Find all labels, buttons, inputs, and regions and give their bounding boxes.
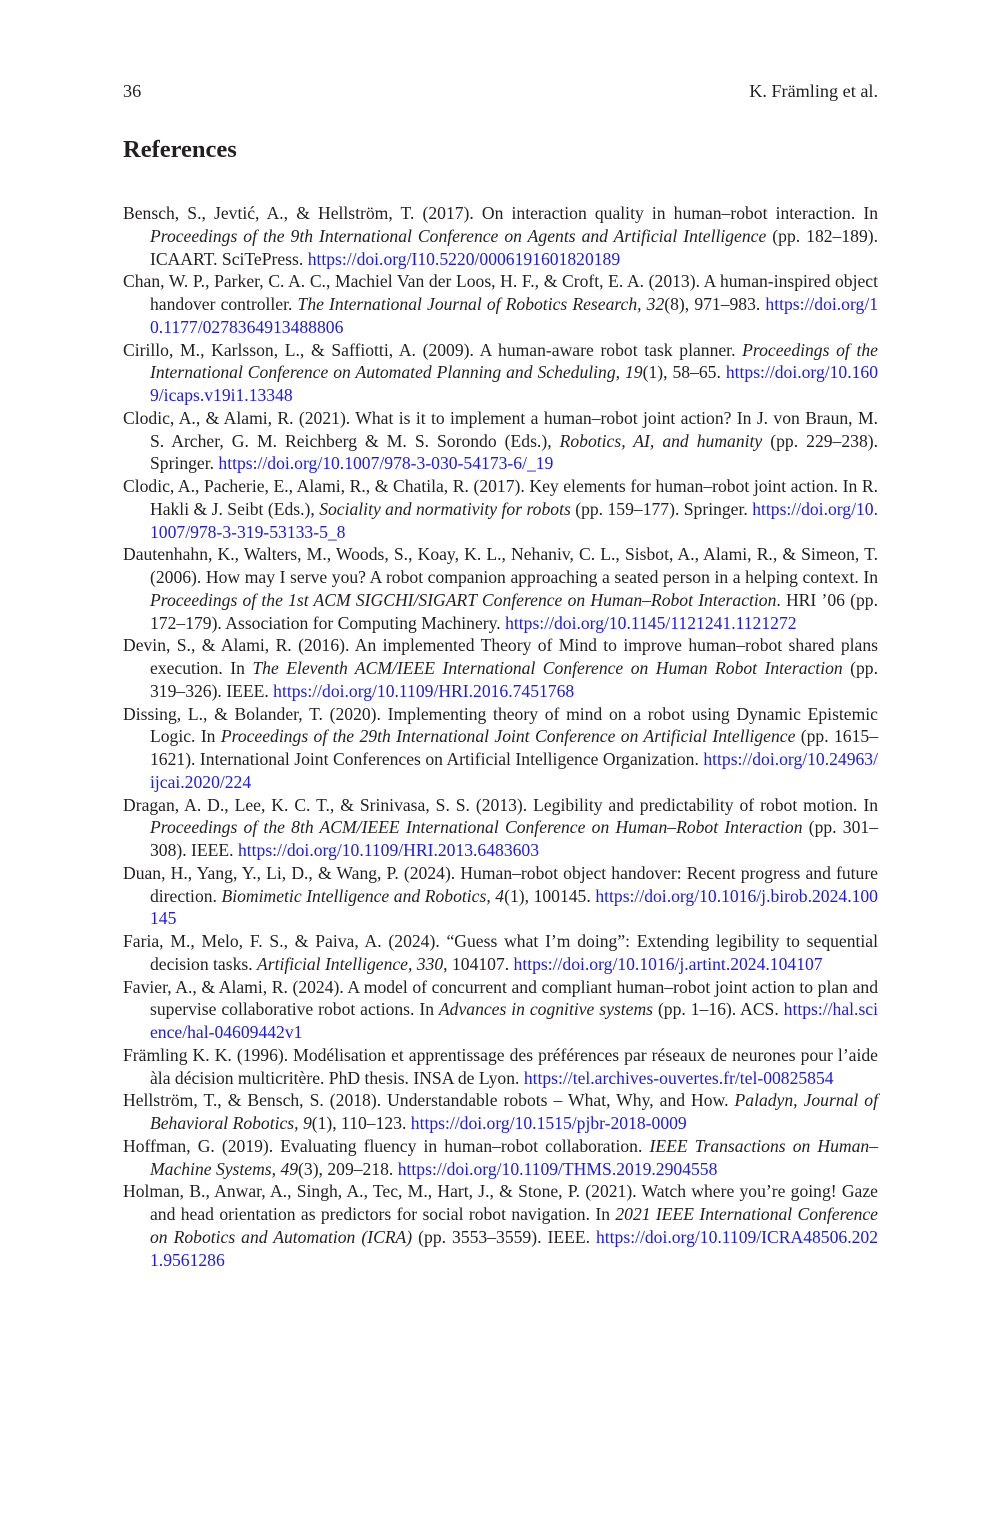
ref-details: (pp. 1615–1621). International Joint Conferences on Artificial Intelligence Organization. (150, 726, 878, 769)
ref-text: Dragan, A. D., Lee, K. C. T., & Srinivasa, S. S. (2013). Legibility and predictability of robot motion. In (123, 794, 878, 815)
ref-details: (pp. 319–326). IEEE. (150, 658, 878, 701)
ref-details: (pp. 3553–3559). IEEE. (412, 1226, 596, 1247)
ref-venue: Biomimetic Intelligence and Robotics, 4 (221, 885, 505, 906)
reference-item (123, 202, 878, 270)
ref-venue: The International Journal of Robotics Research, 32 (297, 294, 665, 314)
reference-item (123, 930, 878, 976)
ref-venue: Paladyn, Journal of Behavioral Robotics, 9 (150, 1090, 878, 1133)
ref-doi-link[interactable]: https://doi.org/10.1109/HRI.2013.6483603 (237, 840, 540, 860)
reference-item (123, 270, 878, 338)
ref-text: Hoffman, G. (2019). Evaluating fluency in human–robot collaboration. (123, 1135, 650, 1156)
ref-details: (pp. 182–189). ICAART. SciTePress. (150, 225, 878, 269)
ref-details: , 104107. (443, 953, 514, 974)
ref-text: Duan, H., Yang, Y., Li, D., & Wang, P. (2024). Human–robot object handover: Recent progress and future direction. (123, 862, 878, 906)
ref-text: Favier, A., & Alami, R. (2024). A model of concurrent and compliant human–robot joint action to plan and supervise collaborative robot actions. In (123, 976, 878, 1020)
reference-item (123, 1089, 878, 1135)
ref-venue: Sociality and normativity for robots (319, 498, 571, 519)
ref-doi-link[interactable]: https://doi.org/10.1609/icaps.v19i1.13348 (150, 362, 879, 405)
ref-doi-link[interactable]: https://doi.org/10.1016/j.birob.2024.100145 (150, 885, 878, 929)
ref-text: Faria, M., Melo, F. S., & Paiva, A. (2024). “Guess what I’m doing”: Extending legibility to sequential decision tasks. (123, 931, 878, 974)
ref-venue: Robotics, AI, and humanity (559, 430, 763, 451)
ref-text: Dissing, L., & Bolander, T. (2020). Implementing theory of mind on a robot using Dynamic Epistemic Logic. In (123, 703, 878, 747)
reference-item (123, 1135, 878, 1181)
ref-text: Clodic, A., Pacherie, E., Alami, R., & Chatila, R. (2017). Key elements for human–robot joint action. In R. Hakli & J. Seibt (Eds.), (123, 476, 878, 519)
ref-venue: Proceedings of the International Conference on Automated Planning and Scheduling, 19 (150, 339, 878, 383)
reference-item (123, 475, 878, 543)
page-number: 36 (123, 81, 142, 101)
section-title: References (123, 136, 237, 163)
ref-text: Holman, B., Anwar, A., Singh, A., Tec, M., Hart, J., & Stone, P. (2021). Watch where you’re going! Gaze and head orientation as predictors for social robot navigation. In (123, 1181, 878, 1224)
ref-venue: Proceedings of the 1st ACM SIGCHI/SIGART Conference on Human–Robot Interaction (150, 589, 777, 610)
ref-doi-link[interactable]: https://hal.science/hal-04609442v1 (150, 999, 878, 1042)
ref-doi-link[interactable]: https://doi.org/I10.5220/0006191601820189 (307, 248, 621, 269)
ref-details: (pp. 159–177). Springer. (570, 498, 753, 519)
ref-text: Clodic, A., & Alami, R. (2021). What is it to implement a human–robot joint action? In J. von Braun, M. S. Archer, G. M. Reichberg & M. S. Sorondo (Eds.), (123, 407, 878, 451)
reference-item (123, 543, 878, 634)
reference-item (123, 407, 878, 475)
ref-text: Främling K. K. (1996). Modélisation et apprentissage des préférences par réseaux de neurones pour l’aide àla décision multicritère. PhD thesis. INSA de Lyon. (123, 1044, 878, 1088)
ref-details: (8), 971–983. (664, 294, 766, 314)
running-head: K. Främling et al. (749, 81, 878, 101)
ref-text: Bensch, S., Jevtić, A., & Hellström, T. (2017). On interaction quality in human–robot interaction. In (123, 203, 878, 223)
ref-text: Dautenhahn, K., Walters, M., Woods, S., Koay, K. L., Nehaniv, C. L., Sisbot, A., Alami, R., & Simeon, T. (2006). How may I serve you? A robot companion approaching a seated person in a helping context. In (123, 544, 878, 587)
ref-doi-link[interactable]: https://doi.org/10.1109/THMS.2019.2904558 (397, 1158, 718, 1179)
reference-item (123, 1180, 878, 1271)
reference-item (123, 862, 878, 930)
ref-doi-link[interactable]: https://doi.org/10.1007/978-3-319-53133-5_8 (150, 498, 878, 542)
ref-venue: 2021 IEEE International Conference on Robotics and Automation (ICRA) (150, 1204, 878, 1247)
ref-doi-link[interactable]: https://doi.org/10.1177/0278364913488806 (150, 294, 879, 337)
ref-doi-link[interactable]: https://tel.archives-ouvertes.fr/tel-00825854 (523, 1067, 834, 1088)
reference-item (123, 1044, 878, 1090)
ref-doi-link[interactable]: https://doi.org/10.1007/978-3-030-54173-6/_19 (218, 453, 554, 474)
ref-details: (pp. 229–238). Springer. (150, 430, 878, 474)
ref-doi-link[interactable]: https://doi.org/10.1016/j.artint.2024.104107 (513, 953, 823, 974)
ref-text: Hellström, T., & Bensch, S. (2018). Understandable robots – What, Why, and How. (123, 1090, 735, 1111)
ref-doi-link[interactable]: https://doi.org/10.1109/HRI.2016.7451768 (273, 680, 575, 701)
ref-details: (3), 209–218. (298, 1158, 398, 1179)
ref-text: Cirillo, M., Karlsson, L., & Saffiotti, A. (2009). A human-aware robot task planner. (123, 339, 743, 360)
ref-text: Devin, S., & Alami, R. (2016). An implemented Theory of Mind to improve human–robot shared plans execution. In (123, 635, 878, 678)
ref-venue: Proceedings of the 8th ACM/IEEE International Conference on Human–Robot Interaction (150, 817, 803, 838)
ref-doi-link[interactable]: https://doi.org/10.1145/1121241.1121272 (505, 612, 797, 633)
reference-list (123, 202, 878, 1271)
ref-doi-link[interactable]: https://doi.org/10.24963/ijcai.2020/224 (150, 749, 878, 792)
page-header (123, 78, 878, 104)
reference-item (123, 703, 878, 794)
ref-venue: Artificial Intelligence, 330 (257, 953, 444, 974)
reference-item (123, 976, 878, 1044)
ref-venue: Proceedings of the 9th International Conference on Agents and Artificial Intelligence (150, 225, 767, 246)
reference-item (123, 634, 878, 702)
ref-text: Chan, W. P., Parker, C. A. C., Machiel Van der Loos, H. F., & Croft, E. A. (2013). A human-inspired object handover controller. (123, 271, 878, 314)
ref-details: (1), 100145. (504, 885, 596, 906)
ref-details: . HRI ’06 (pp. 172–179). Association for Computing Machinery. (150, 589, 878, 633)
reference-item (123, 339, 878, 407)
ref-details: (1), 110–123. (311, 1113, 411, 1133)
ref-details: (pp. 301–308). IEEE. (150, 817, 878, 860)
ref-details: (pp. 1–16). ACS. (653, 999, 784, 1020)
ref-venue: Proceedings of the 29th International Joint Conference on Artificial Intelligence (220, 726, 796, 747)
ref-venue: Advances in cognitive systems (438, 999, 654, 1020)
ref-doi-link[interactable]: https://doi.org/10.1109/ICRA48506.2021.9561286 (150, 1226, 878, 1270)
ref-details: (1), 58–65. (642, 362, 726, 383)
ref-venue: The Eleventh ACM/IEEE International Conference on Human Robot Interaction (252, 658, 843, 678)
reference-item (123, 794, 878, 862)
ref-venue: IEEE Transactions on Human–Machine Systems, 49 (150, 1135, 878, 1179)
ref-doi-link[interactable]: https://doi.org/10.1515/pjbr-2018-0009 (410, 1113, 687, 1133)
